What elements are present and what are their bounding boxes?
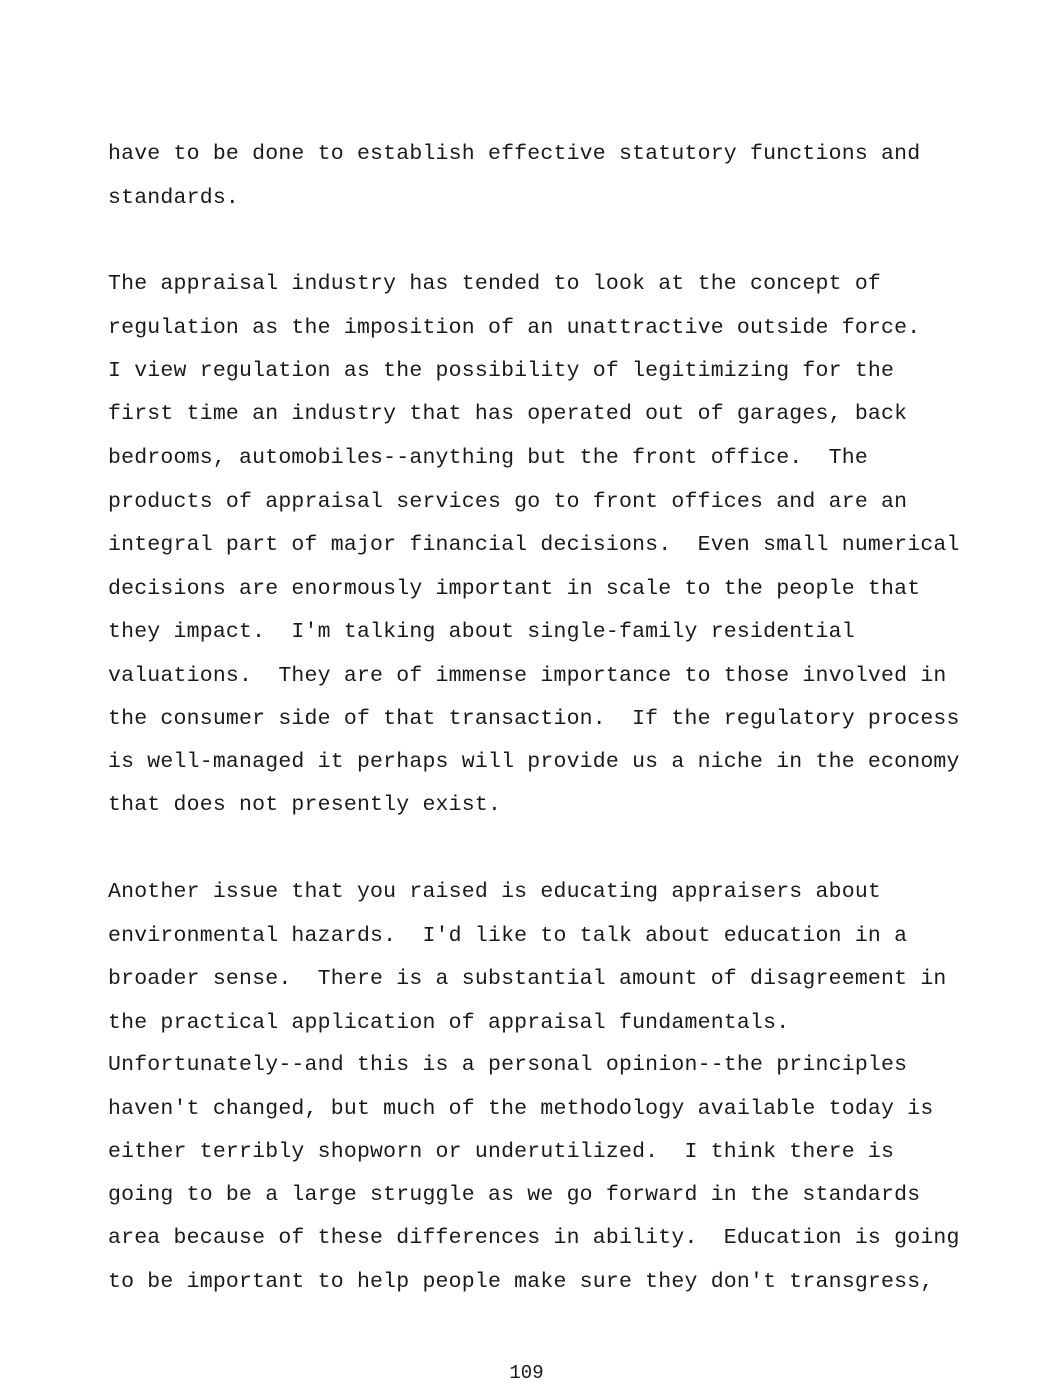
text-line: bedrooms, automobiles--anything but the front office. The [108,446,868,470]
text-line: have to be done to establish effective statutory functions and [108,142,921,166]
text-line: regulation as the imposition of an unattractive outside force. [108,316,921,340]
text-line: either terribly shopworn or underutilized. I think there is [108,1140,895,1164]
text-line: they impact. I'm talking about single-family residential [108,620,855,644]
text-line: haven't changed, but much of the methodology available today is [108,1097,934,1121]
text-line: area because of these differences in ability. Education is going [108,1226,960,1250]
text-line: broader sense. There is a substantial amount of disagreement in [108,967,947,991]
text-line: first time an industry that has operated out of garages, back [108,402,908,426]
text-line: to be important to help people make sure they don't transgress, [108,1270,934,1294]
text-line: going to be a large struggle as we go forward in the standards [108,1183,921,1207]
text-line: the practical application of appraisal fundamentals. [108,1011,790,1035]
text-line: is well-managed it perhaps will provide us a niche in the economy [108,750,960,774]
page-number: 109 [509,1362,544,1384]
text-line: valuations. They are of immense importance to those involved in [108,664,947,688]
text-line: products of appraisal services go to front offices and are an [108,490,908,514]
text-line: Unfortunately--and this is a personal opinion--the principles [108,1053,908,1077]
text-line: I view regulation as the possibility of legitimizing for the [108,359,895,383]
text-line: environmental hazards. I'd like to talk about education in a [108,924,908,948]
text-line: integral part of major financial decisions. Even small numerical [108,533,960,557]
text-line: Another issue that you raised is educating appraisers about [108,880,882,904]
text-line: the consumer side of that transaction. If the regulatory process [108,707,960,731]
text-line: standards. [108,186,240,210]
text-line: that does not presently exist. [108,793,502,817]
text-line: decisions are enormously important in scale to the people that [108,577,921,601]
text-line: The appraisal industry has tended to look at the concept of [108,272,882,296]
